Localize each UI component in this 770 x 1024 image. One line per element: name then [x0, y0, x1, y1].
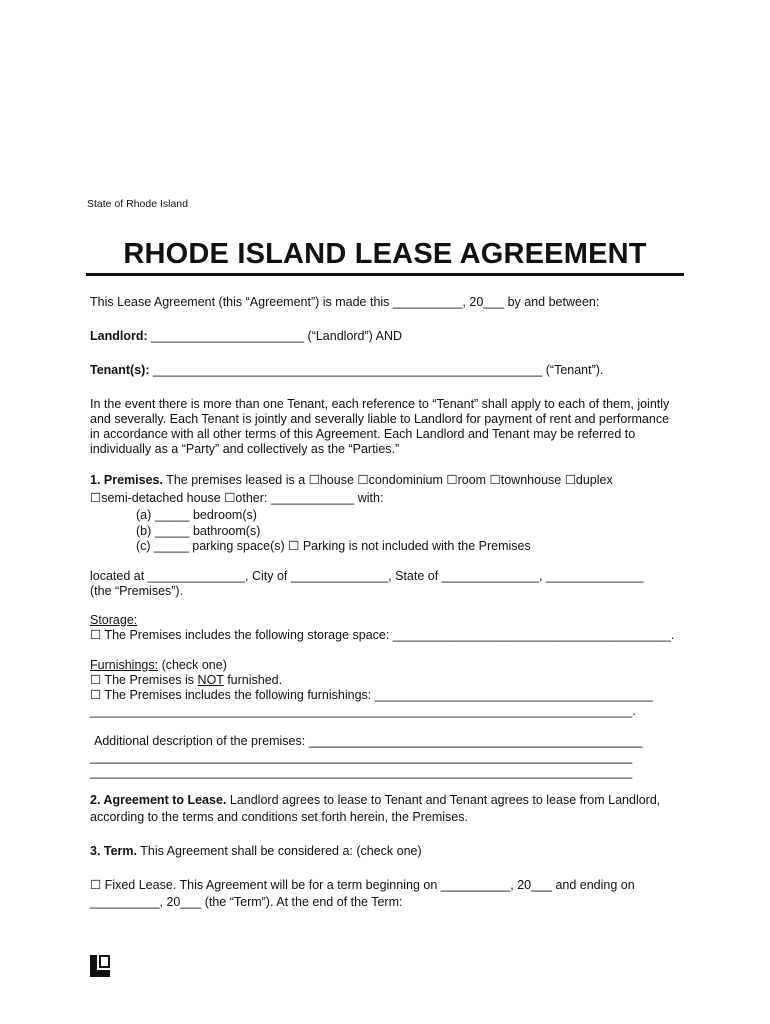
storage-line: ☐ The Premises includes the following storage space: ________________________________________. [90, 628, 675, 642]
fixed-lease-line-1: ☐ Fixed Lease. This Agreement will be for a term beginning on __________, 20___ and ending on [90, 878, 635, 892]
premises-heading: 1. Premises. [90, 473, 163, 487]
additional-blank-line: ______________________________________________________________________________ [90, 750, 633, 764]
term-text: This Agreement shall be considered a: (check one) [137, 844, 422, 858]
document-title: RHODE ISLAND LEASE AGREEMENT [123, 238, 647, 270]
furnishings-heading-line [90, 658, 227, 674]
premises-line-2: ☐semi-detached house ☐other: ____________ with: [90, 491, 384, 505]
fixed-lease-line-2: __________, 20___ (the “Term”). At the end of the Term: [90, 895, 403, 909]
document-logo-icon [90, 955, 110, 977]
title-underline [86, 273, 684, 276]
furnishings-not-post: furnished. [223, 673, 283, 687]
furnishings-check-one: (check one) [158, 658, 227, 672]
furnishings-not-word: NOT [197, 673, 224, 687]
tenant-label: Tenant(s): [90, 363, 150, 377]
multi-tenant-line: in accordance with all other terms of this Agreement. Each Landlord and Tenant may be referred to [90, 427, 636, 441]
furnishings-heading: Furnishings: [90, 658, 159, 672]
premises-location-suffix: (the “Premises”). [90, 584, 184, 598]
premises-item-bedrooms: (a) _____ bedroom(s) [136, 508, 257, 522]
premises-item-parking: (c) _____ parking space(s) ☐ Parking is not included with the Premises [136, 539, 531, 553]
agreement-line-1 [90, 793, 660, 809]
furnishings-blank-line: ______________________________________________________________________________. [90, 704, 636, 718]
storage-heading: Storage: [90, 613, 138, 627]
multi-tenant-line: individually as a “Party” and collectively as the “Parties.” [90, 442, 400, 456]
intro-line: This Lease Agreement (this “Agreement”) is made this __________, 20___ by and between: [90, 295, 600, 309]
premises-location: located at ______________, City of ______________, State of ______________, ______________ [90, 569, 644, 583]
additional-blank-line: ______________________________________________________________________________ [90, 765, 633, 779]
term-line [90, 844, 422, 860]
tenant-line [90, 363, 603, 379]
tenant-text: ________________________________________________________ (“Tenant”). [149, 363, 604, 377]
landlord-label: Landlord: [90, 329, 148, 343]
agreement-heading: 2. Agreement to Lease. [90, 793, 227, 807]
additional-description-line: Additional description of the premises: ________________________________________________ [94, 734, 643, 748]
premises-line-1 [90, 473, 613, 489]
furnishings-not-line [90, 673, 282, 689]
state-label: State of Rhode Island [87, 198, 188, 210]
agreement-line-2: according to the terms and conditions set forth herein, the Premises. [90, 810, 468, 824]
furnishings-includes-line: ☐ The Premises includes the following furnishings: ________________________________________ [90, 688, 653, 702]
agreement-text: Landlord agrees to lease to Tenant and Tenant agrees to lease from Landlord, [226, 793, 661, 807]
multi-tenant-line: and severally. Each Tenant is jointly and severally liable to Landlord for payment of rent and performance [90, 412, 670, 426]
landlord-line [90, 329, 402, 345]
furnishings-not-pre: ☐ The Premises is [90, 673, 198, 687]
landlord-text: ______________________ (“Landlord”) AND [147, 329, 403, 343]
term-heading: 3. Term. [90, 844, 138, 858]
premises-item-bathrooms: (b) _____ bathroom(s) [136, 524, 261, 538]
premises-types: The premises leased is a ☐house ☐condominium ☐room ☐townhouse ☐duplex [162, 473, 613, 487]
multi-tenant-line: In the event there is more than one Tenant, each reference to “Tenant” shall apply to each of them, jointly [90, 397, 670, 411]
